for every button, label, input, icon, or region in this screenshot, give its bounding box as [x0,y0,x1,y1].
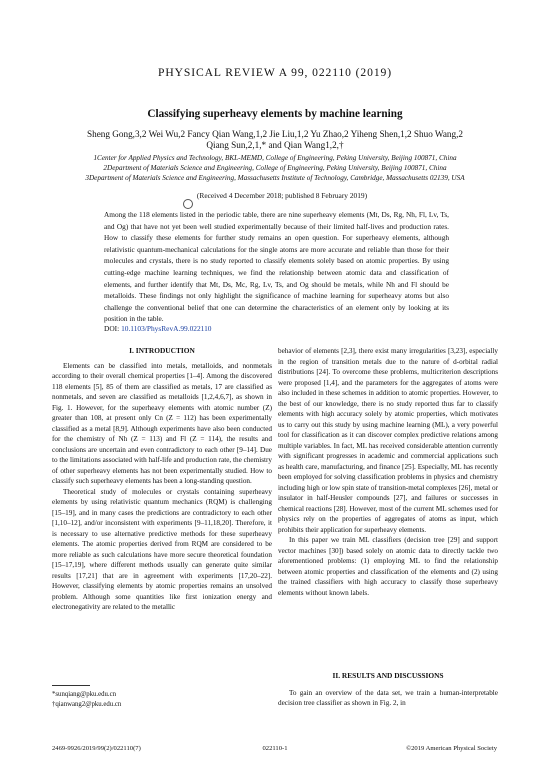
footer-copyright: ©2019 American Physical Society [406,745,497,752]
abstract: Among the 118 elements listed in the periodic table, there are nine superheavy elements (Mt, Ds, Rg, Nh, Fl, Lv, Ts, and Og) that have not yet been well studied experimentally because of their limited half-lives and production rates. How to classify these elements for further study remains an open question. For superheavy elements, although relativistic quantum-mechanical calculations for the single atoms are more accurate and reliable than those for their molecules and crystals, there is no study reported to classify elements solely based on atomic properties. By using cutting-edge machine learning techniques, we find the relationship between atomic data and classification of elements, and further identify that Mt, Ds, Mc, Rg, Lv, Ts, and Og should be metals, while Nh and Fl should be metalloids. These findings not only highlight the significance of machine learning for superheavy atoms but also challenge the conventional belief that one can determine the characteristics of an element only by looking at its position in the table. [104,210,449,324]
doi-label: DOI: [104,324,120,333]
right-paragraph-1: behavior of elements [2,3], there exist many irregularities [3,23], especially in the region of transition metals due to the nature of d-orbital radial distributions [24]. To overcome these problems, multicriterion descriptions were proposed [1,4], and the parameters for the aggregates of atoms were also included in these schemes in addition to atomic properties. However, to the best of our knowledge, there is no study reported thus far to classify elements with high accuracy solely by atomic properties, which motivates us to carry out this study by using machine learning (ML), a very powerful tool for classification as it can discover complex predictive relations among multiple variables. In fact, ML has received considerable attention currently with significant progresses in academic and commercial applications such as health care, manufacturing, and finance [25]. Especially, ML has recently been employed for solving classification problems in physics and chemistry including high or low spin state of transition-metal complexes [26], metal or insulator in half-Heusler compounds [27], and failures or successes in chemical reactions [28]. However, most of the current ML schemes used for physics rely on the properties of aggregates of atoms as input, which prohibits their application for superheavy elements. [278,347,498,534]
received-dates [0,191,550,209]
open-access-icon [183,199,193,209]
right-paragraph-2: In this paper we train ML classifiers (decision tree [29] and support vector machines [30]) based solely on atomic data to directly tackle two aforementioned problems: (1) employing ML to find the relationship between atomic properties and classification of the elements and (2) using the trained classifiers with high accuracy to classify those superheavy elements without known labels. [278,536,498,597]
section-heading-results: II. RESULTS AND DISCUSSIONS [332,671,444,680]
doi-line [104,324,211,333]
results-paragraph-1: To gain an overview of the data set, we train a human-interpretable decision tree classifier as shown in Fig. 2, in [278,688,498,707]
affiliations [30,153,520,183]
affiliation-3: 3Department of Materials Science and Engineering, Massachusetts Institute of Technology, Cambridge, Massachusetts 02139, USA [85,174,465,182]
footnote-email-2[interactable]: †qianwang2@pku.edu.cn [52,701,122,708]
left-column [52,346,272,613]
footnote-email-1[interactable]: *sunqiang@pku.edu.cn [52,691,117,698]
section-heading-introduction: I. INTRODUCTION [129,346,195,355]
paper-title: Classifying superheavy elements by machine learning [147,108,403,120]
author-list [70,129,480,151]
footer-page-number: 022110-1 [262,745,288,752]
doi-link[interactable]: 10.1103/PhysRevA.99.022110 [121,324,212,333]
received-text: (Received 4 December 2018; published 8 February 2019) [196,191,368,200]
intro-paragraph-1: Elements can be classified into metals, metalloids, and nonmetals according to their overall chemical properties [1–4]. Among the discovered 118 elements [5], 85 of them are classified as metals, 17 are classified as nonmetals, and seven are classified as metalloids [1,2,4,6,7], as shown in Fig. 1. However, for the superheavy elements with atomic number (Z) greater than 108, at present only Cn (Z = 112) has been experimentally classified as a metal [8,9]. Although experiments have also been conducted for the chemistry of Nh (Z = 113) and Fl (Z = 114), the results and conclusions are uncertain and even contradictory to each other [9–14]. Due to the limitations associated with half-life and production rate, the chemistry of other superheavy elements has not been experimentally studied. How to classify such superheavy elements has been a long-standing question. [52,361,272,485]
author-line-1: Sheng Gong,3,2 Wei Wu,2 Fancy Qian Wang,1,2 Jie Liu,1,2 Yu Zhao,2 Yiheng Shen,1,2 Shuo Wang,2 [86,129,464,139]
right-column [278,346,498,598]
footer-issn: 2469-9926/2019/99(2)/022110(7) [52,745,141,752]
author-line-2: Qiang Sun,2,1,* and Qian Wang1,2,† [206,140,344,150]
footnotes [52,690,272,710]
journal-header: PHYSICAL REVIEW A 99, 022110 (2019) [158,66,392,79]
intro-paragraph-2: Theoretical study of molecules or crystals containing superheavy elements by using relativistic quantum mechanics (RQM) is challenging [15–19], and in many cases the predictions are contradictory to each other [1,10–12], and/or inconsistent with experiments [9–11,18,20]. Therefore, it is necessary to use alternative predictive methods for these superheavy elements. The atomic properties derived from RQM are considered to be more reliable as such calculations have more secure theoretical foundation [15–17,19], where different methods usually can generate quite similar results [17,21] that are in agreement with experiments [17,20–22]. However, classifying elements by atomic properties remains an unsolved problem. Although some quantities like first ionization energy and electronegativity are related to the metallic [52,487,272,611]
results-section [278,671,498,709]
affiliation-1: 1Center for Applied Physics and Technology, BKL-MEMD, College of Engineering, Peking University, Beijing 100871, China [93,154,457,162]
footnote-divider [52,685,90,686]
affiliation-2: 2Department of Materials Science and Engineering, College of Engineering, Peking University, Beijing 100871, China [103,164,447,172]
